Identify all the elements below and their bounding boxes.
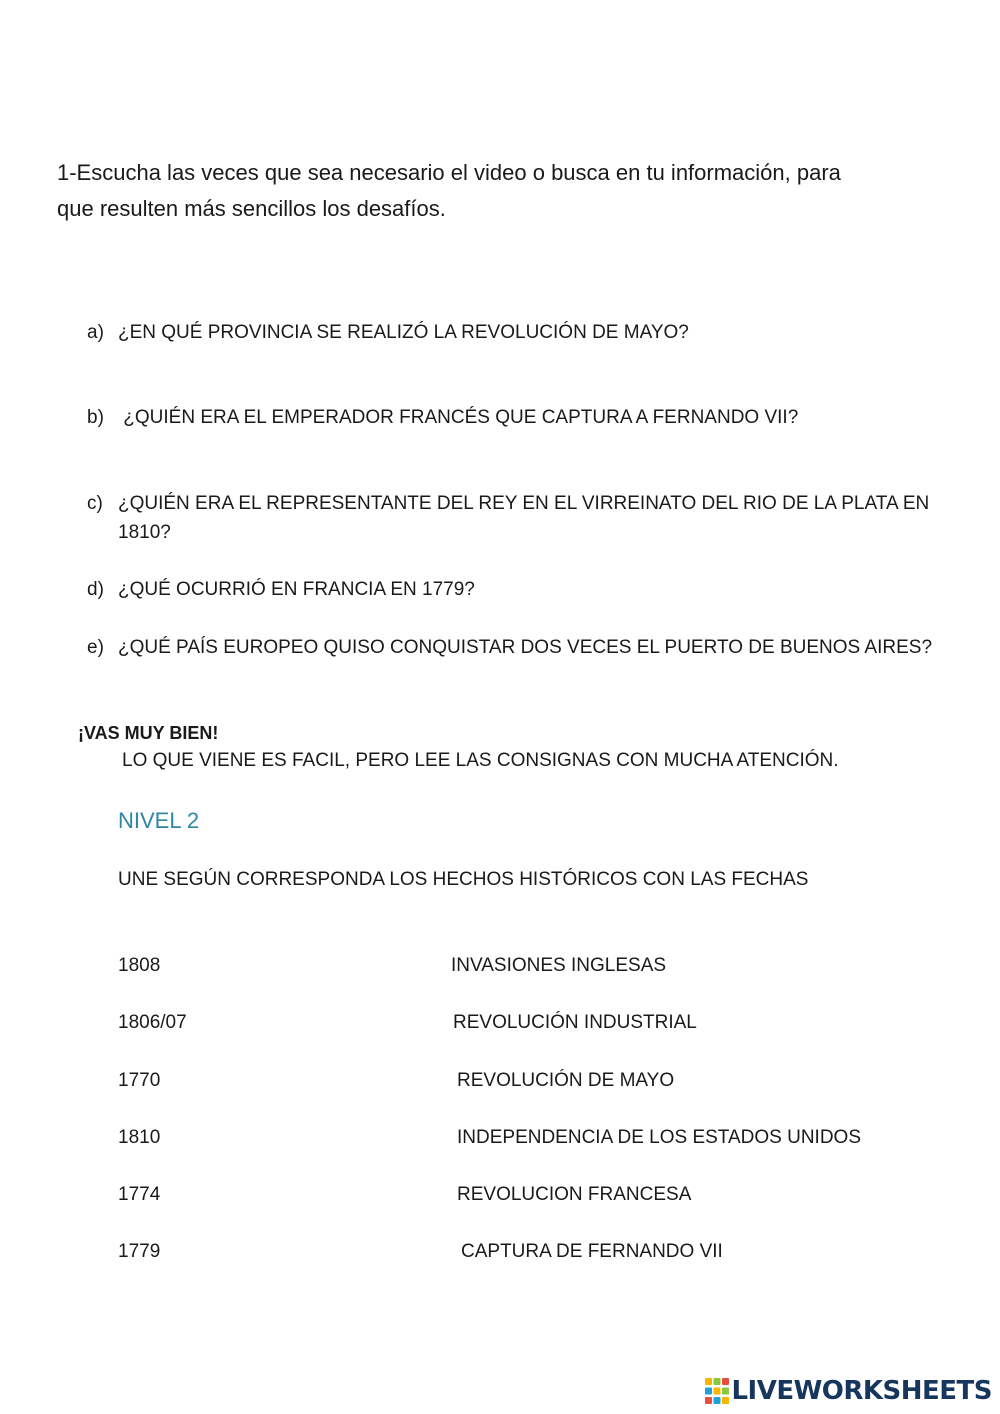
- intro-text: [57, 155, 937, 227]
- question-c: [87, 489, 947, 547]
- match-row: [0, 1123, 1000, 1153]
- match-date: 1779: [118, 1241, 161, 1262]
- match-date: 1770: [118, 1070, 161, 1091]
- question-letter: a): [87, 322, 104, 343]
- liveworksheets-logo-text: LIVEWORKSHEETS: [731, 1376, 992, 1406]
- match-date: 1774: [118, 1184, 161, 1205]
- instruction-text: LO QUE VIENE ES FACIL, PERO LEE LAS CONSIGNAS CON MUCHA ATENCIÓN.: [122, 750, 839, 771]
- liveworksheets-logo[interactable]: [705, 1374, 992, 1408]
- match-date: 1808: [118, 955, 161, 976]
- intro-line-2: que resulten más sencillos los desafíos.: [57, 196, 446, 221]
- question-letter: d): [87, 579, 104, 600]
- question-text: ¿QUÉ PAÍS EUROPEO QUISO CONQUISTAR DOS VECES EL PUERTO DE BUENOS AIRES?: [118, 637, 933, 658]
- question-letter: c): [87, 493, 103, 514]
- match-event: REVOLUCIÓN DE MAYO: [457, 1070, 675, 1091]
- match-event: INDEPENDENCIA DE LOS ESTADOS UNIDOS: [457, 1127, 862, 1148]
- level-heading: NIVEL 2: [118, 808, 200, 833]
- praise-heading: ¡VAS MUY BIEN!: [78, 723, 219, 743]
- question-letter: b): [87, 407, 104, 428]
- match-row: [0, 1066, 1000, 1096]
- question-text: ¿QUIÉN ERA EL EMPERADOR FRANCÉS QUE CAPTURA A FERNANDO VII?: [118, 407, 799, 428]
- match-date: 1810: [118, 1127, 161, 1148]
- question-e: [87, 633, 947, 662]
- match-event: REVOLUCIÓN INDUSTRIAL: [453, 1012, 697, 1033]
- question-d: [87, 575, 947, 604]
- question-b: [87, 403, 947, 432]
- match-row: [0, 1237, 1000, 1267]
- question-a: [87, 318, 947, 347]
- intro-line-1: 1-Escucha las veces que sea necesario el video o busca en tu información, para: [57, 160, 841, 185]
- match-event: REVOLUCION FRANCESA: [457, 1184, 692, 1205]
- match-date: 1806/07: [118, 1012, 187, 1033]
- question-text: ¿QUÉ OCURRIÓ EN FRANCIA EN 1779?: [118, 579, 475, 600]
- match-instruction: UNE SEGÚN CORRESPONDA LOS HECHOS HISTÓRICOS CON LAS FECHAS: [118, 869, 809, 890]
- question-text: ¿QUIÉN ERA EL REPRESENTANTE DEL REY EN EL VIRREINATO DEL RIO DE LA PLATA EN 1810?: [118, 493, 930, 543]
- question-text: ¿EN QUÉ PROVINCIA SE REALIZÓ LA REVOLUCIÓN DE MAYO?: [118, 322, 689, 343]
- question-letter: e): [87, 637, 104, 658]
- match-row: [0, 1008, 1000, 1038]
- match-row: [0, 1180, 1000, 1210]
- match-event: CAPTURA DE FERNANDO VII: [461, 1241, 723, 1262]
- liveworksheets-logo-icon: [705, 1378, 729, 1404]
- match-row: [0, 951, 1000, 981]
- match-event: INVASIONES INGLESAS: [451, 955, 667, 976]
